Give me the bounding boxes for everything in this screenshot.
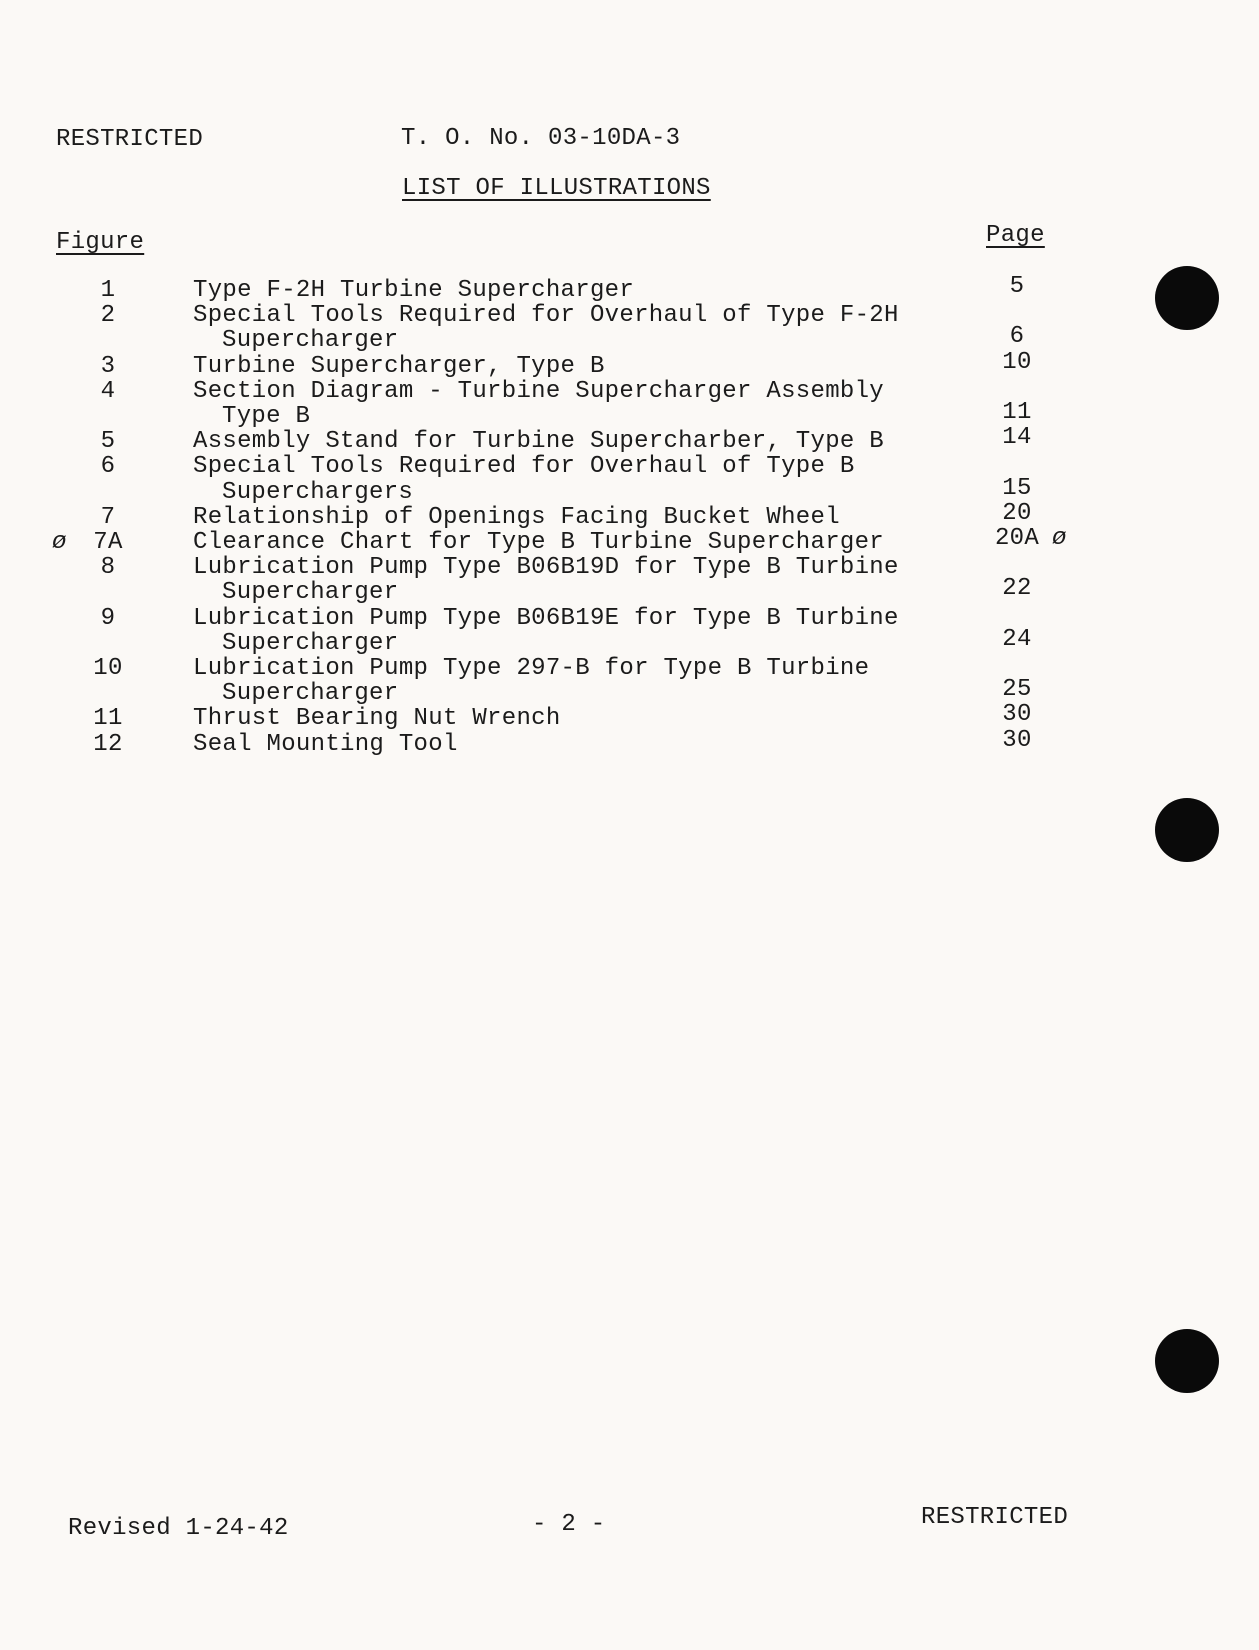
- footer-classification: RESTRICTED: [921, 1504, 1069, 1531]
- page-title: LIST OF ILLUSTRATIONS: [402, 175, 711, 202]
- figure-title: Section Diagram - Turbine Supercharger Assembly: [193, 377, 885, 405]
- page-reference: 30: [1002, 701, 1032, 729]
- figure-number: 7A: [93, 529, 123, 556]
- column-header-figure: Figure: [56, 229, 145, 256]
- figure-title: Type B: [222, 402, 311, 430]
- figure-title: Assembly Stand for Turbine Supercharber, Type B: [193, 428, 885, 456]
- page-reference: 25: [1002, 676, 1032, 704]
- figure-number: 5: [100, 428, 116, 456]
- figure-title: Thrust Bearing Nut Wrench: [193, 705, 561, 733]
- list-item: [0, 348, 1259, 380]
- binder-hole: [1155, 798, 1219, 862]
- figure-number: 11: [93, 705, 123, 733]
- figure-number: 4: [100, 377, 116, 405]
- figure-title: Supercharger: [222, 327, 399, 355]
- page-reference: 14: [1002, 424, 1032, 452]
- figure-title: Type F-2H Turbine Supercharger: [193, 277, 635, 304]
- page-reference: 20: [1002, 499, 1032, 527]
- figure-title: Lubrication Pump Type B06B19E for Type B Turbine: [193, 604, 899, 632]
- figure-number: 1: [100, 277, 116, 304]
- header-document-number: T. O. No. 03-10DA-3: [401, 125, 681, 152]
- page-reference: 30: [1002, 726, 1032, 754]
- list-item: [0, 525, 1259, 556]
- figure-title: Superchargers: [222, 478, 414, 506]
- list-item: [0, 379, 1259, 429]
- list-item: [0, 701, 1259, 733]
- page-reference: 20A: [994, 525, 1040, 552]
- header-classification: RESTRICTED: [56, 126, 204, 153]
- page-reference: 11: [1002, 398, 1032, 426]
- figure-number: 2: [100, 302, 116, 330]
- revision-mark: ø: [52, 529, 67, 556]
- list-item: [0, 454, 1259, 504]
- figure-number: 9: [100, 604, 116, 632]
- revision-mark: ø: [1052, 525, 1067, 552]
- column-header-page: Page: [986, 222, 1045, 249]
- page-reference: 24: [1002, 625, 1032, 653]
- figure-title: Supercharger: [222, 629, 399, 657]
- figure-title: Lubrication Pump Type B06B19D for Type B Turbine: [193, 554, 899, 582]
- list-item: [0, 555, 1259, 605]
- figure-title: Lubrication Pump Type 297-B for Type B Turbine: [193, 655, 870, 682]
- page-number: - 2 -: [532, 1511, 606, 1538]
- page-reference: 10: [1002, 348, 1032, 376]
- figure-title: Special Tools Required for Overhaul of Type F-2H: [193, 302, 899, 330]
- figure-number: 7: [100, 503, 116, 531]
- figure-number: 3: [100, 352, 116, 380]
- figure-title: Clearance Chart for Type B Turbine Supercharger: [193, 529, 885, 556]
- list-item: [0, 726, 1259, 758]
- list-item: [0, 606, 1259, 656]
- binder-hole: [1155, 266, 1219, 330]
- list-item: [0, 303, 1259, 353]
- page-reference: 22: [1002, 575, 1032, 603]
- figure-number: 8: [100, 554, 116, 582]
- list-item: [0, 499, 1259, 531]
- page-reference: 15: [1002, 474, 1032, 502]
- figure-title: Seal Mounting Tool: [193, 730, 458, 758]
- binder-hole: [1155, 1329, 1219, 1393]
- figure-number: 6: [100, 453, 116, 481]
- page-reference: 5: [1009, 273, 1025, 300]
- list-item: [0, 424, 1259, 456]
- figure-title: Relationship of Openings Facing Bucket Wheel: [193, 503, 840, 531]
- list-item: [0, 656, 1259, 706]
- figure-number: 12: [93, 730, 123, 758]
- figure-number: 10: [93, 655, 123, 682]
- figure-title: Supercharger: [222, 579, 399, 607]
- page-reference: 6: [1009, 323, 1025, 351]
- figure-title: Special Tools Required for Overhaul of Type B: [193, 453, 855, 481]
- list-item: [0, 273, 1259, 304]
- figure-title: Turbine Supercharger, Type B: [193, 352, 605, 380]
- footer-revision-date: Revised 1-24-42: [68, 1515, 289, 1542]
- figure-title: Supercharger: [222, 680, 399, 708]
